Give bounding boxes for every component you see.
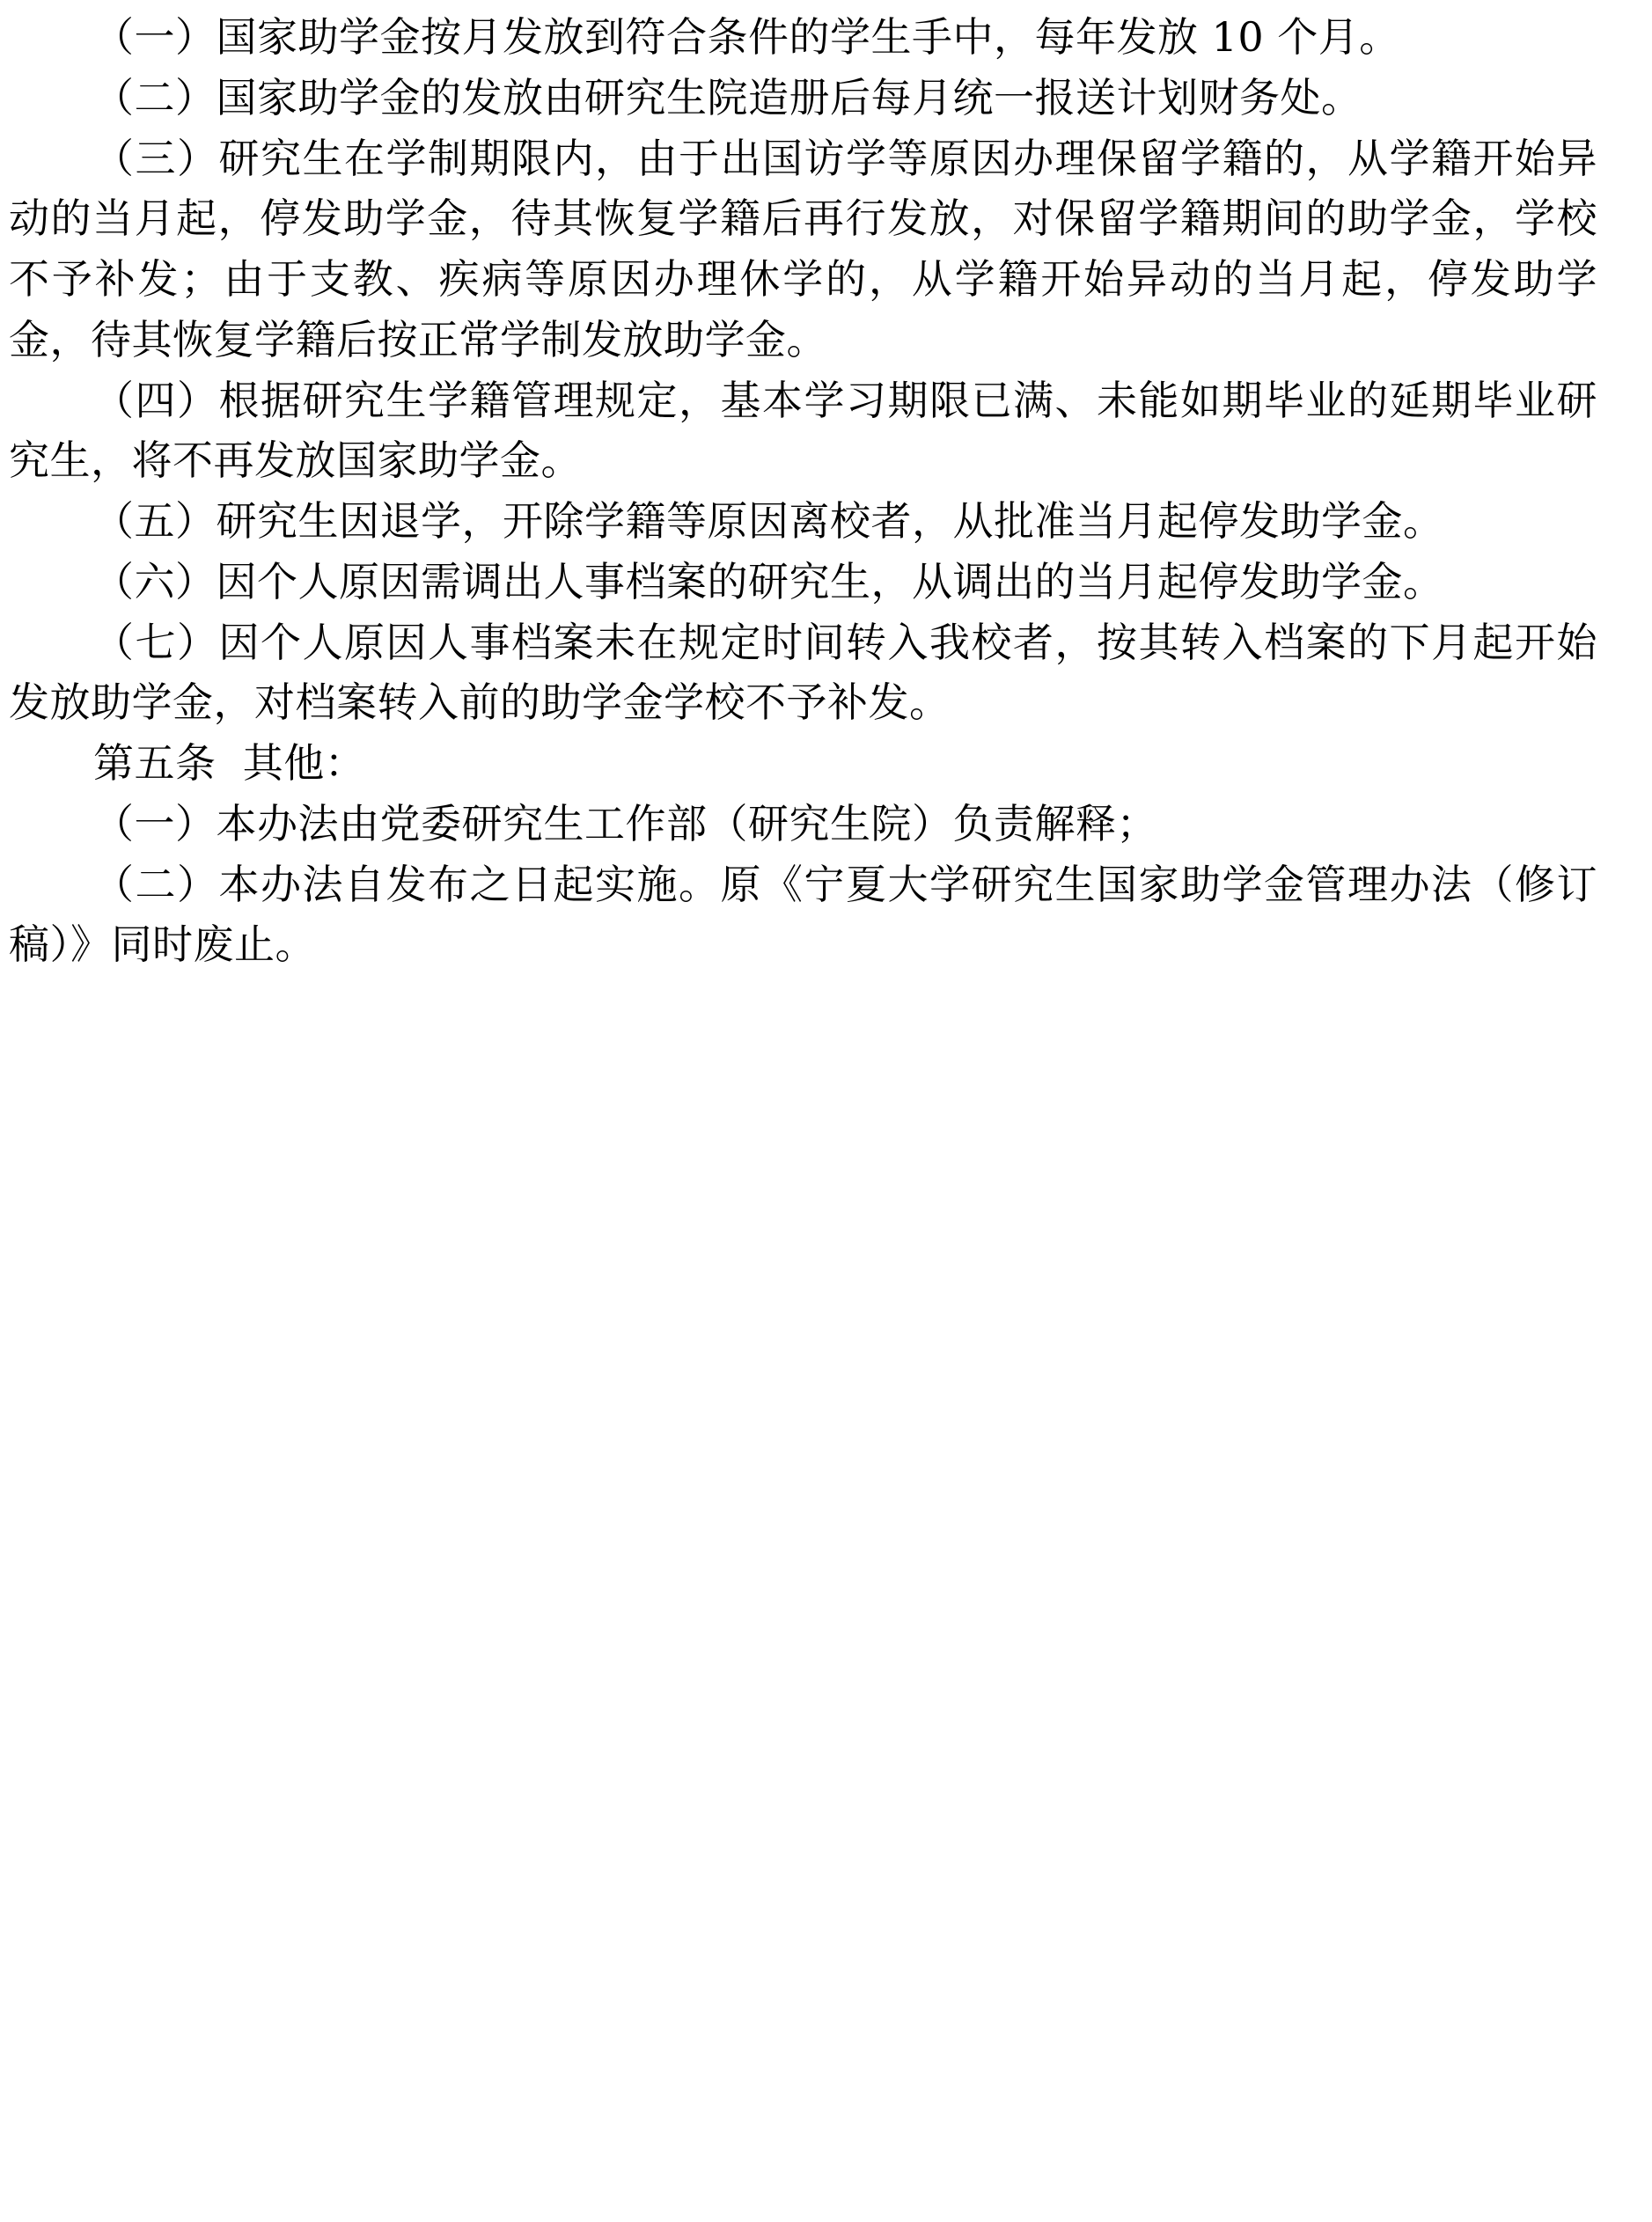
paragraph-clause-4-item-5: （五）研究生因退学，开除学籍等原因离校者，从批准当月起停发助学金。	[93, 497, 1444, 546]
paragraph-clause-5-item-1: （一）本办法由党委研究生工作部（研究生院）负责解释；	[93, 799, 1157, 847]
document-body	[9, 0, 1597, 975]
paragraph-clause-4-item-4: （四）根据研究生学籍管理规定，基本学习期限已满、未能如期毕业的延期毕业研究生，将不再发放国家助学金。	[9, 376, 1597, 485]
paragraph-clause-4-item-1: （一）国家助学金按月发放到符合条件的学生手中，每年发放 10 个月。	[93, 13, 1400, 61]
paragraph-clause-4-item-6: （六）因个人原因需调出人事档案的研究生，从调出的当月起停发助学金。	[93, 557, 1444, 605]
paragraph-clause-5-item-2: （二）本办法自发布之日起实施。原《宁夏大学研究生国家助学金管理办法（修订稿）》同时废止。	[9, 860, 1597, 969]
heading-clause-5: 第五条 其他：	[93, 739, 366, 788]
paragraph-clause-4-item-2: （二）国家助学金的发放由研究生院造册后每月统一报送计划财务处。	[93, 73, 1362, 121]
paragraph-clause-4-item-3: （三）研究生在学制期限内，由于出国访学等原因办理保留学籍的，从学籍开始异动的当月起，停发助学金，待其恢复学籍后再行发放，对保留学籍期间的助学金，学校不予补发；由于支教、疾病等原因办理休学的，从学籍开始异动的当月起，停发助学金，待其恢复学籍后按正常学制发放助学金。	[9, 134, 1597, 363]
paragraph-clause-4-item-7: （七）因个人原因人事档案未在规定时间转入我校者，按其转入档案的下月起开始发放助学金，对档案转入前的助学金学校不予补发。	[9, 618, 1597, 727]
